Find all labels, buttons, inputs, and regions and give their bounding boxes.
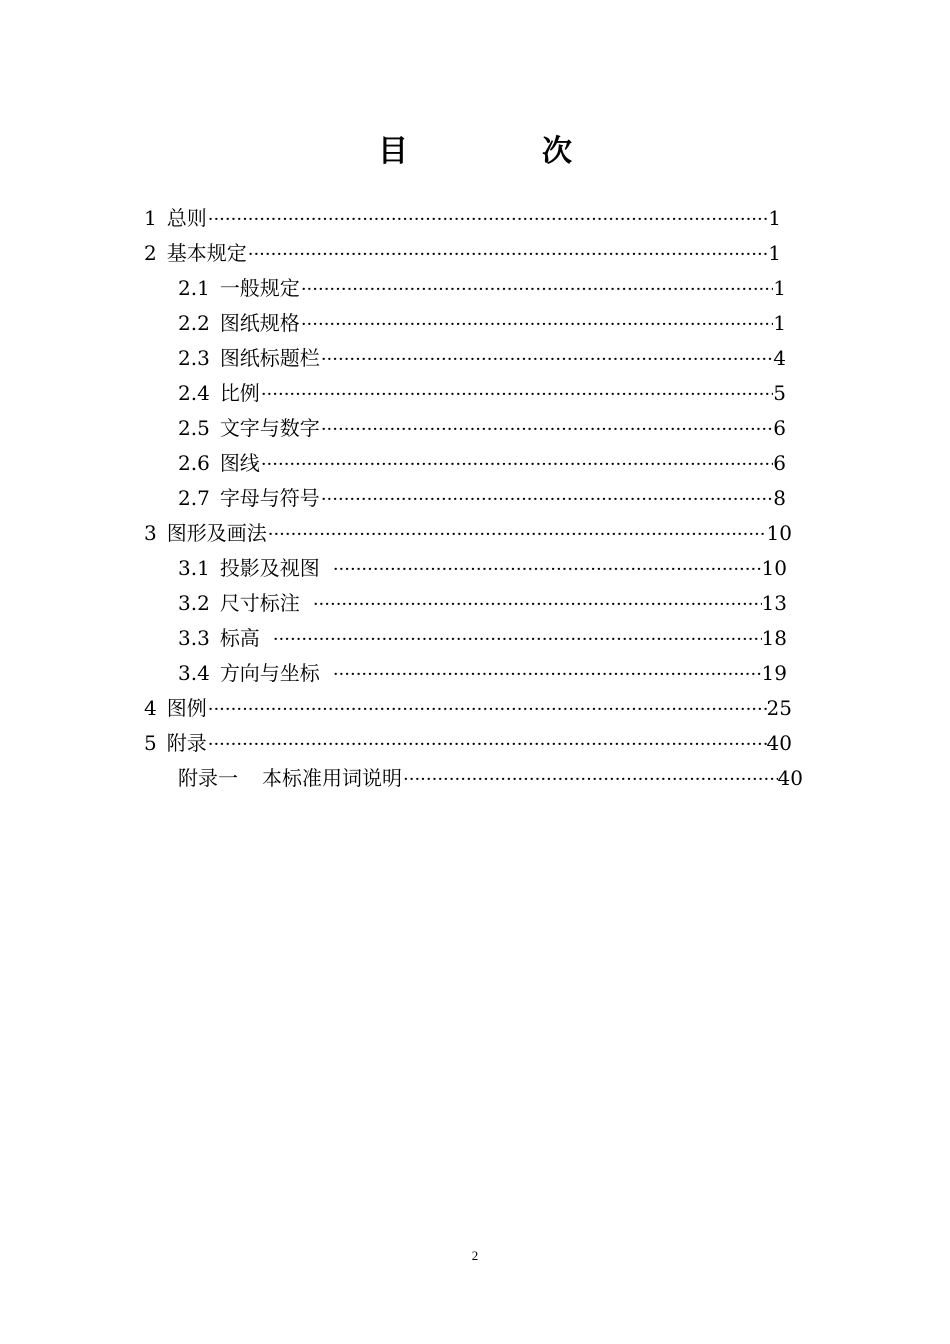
toc-entry-number: 1: [144, 206, 157, 230]
toc-entry-label: 本标准用词说明: [262, 766, 402, 790]
toc-entry-page: 40: [766, 731, 792, 755]
dot-leader: [320, 482, 773, 517]
dot-leader: [320, 342, 773, 377]
toc-entry-label: 一般规定: [219, 276, 300, 300]
toc-entry-label: 总则: [166, 206, 207, 230]
toc-entry-label: 字母与符号: [219, 486, 320, 510]
toc-entry-label: 基本规定: [166, 241, 247, 265]
toc-entry-label: 图纸规格: [219, 311, 300, 335]
dot-leader: [260, 447, 773, 482]
toc-entry[interactable]: [144, 201, 781, 236]
dot-leader: [207, 692, 767, 727]
toc-entry[interactable]: [178, 411, 786, 446]
toc-entry-page: 1: [773, 311, 786, 335]
toc-entry-number: 2.4: [178, 381, 210, 405]
toc-entry-label: 投影及视图: [219, 556, 320, 580]
dot-leader: [300, 272, 773, 307]
page-number: 2: [471, 1248, 479, 1263]
toc-entry-label: 图线: [219, 451, 260, 475]
toc-entry-page: 1: [773, 276, 786, 300]
toc-entry-number: 2: [144, 241, 157, 265]
toc-entry-number: 2.6: [178, 451, 210, 475]
toc-entry-number: 2.1: [178, 276, 210, 300]
toc-entry-page: 10: [766, 521, 792, 545]
dot-leader: [247, 237, 769, 272]
dot-leader: [300, 307, 773, 342]
toc-entry-number: 2.2: [178, 311, 210, 335]
dot-leader: [207, 202, 769, 237]
toc-title: 目 次: [378, 134, 624, 169]
toc-entry-label: 标高: [219, 626, 260, 650]
toc-entry[interactable]: [144, 516, 792, 551]
toc-entry-label: 方向与坐标: [219, 661, 320, 685]
toc-entry-number: 3.3: [178, 626, 210, 650]
toc-entry-label: 尺寸标注: [219, 591, 300, 615]
toc-entry[interactable]: [144, 726, 792, 761]
toc-entry-page: 6: [773, 416, 786, 440]
toc-entry-number: 3.2: [178, 591, 210, 615]
toc-entry[interactable]: [178, 481, 786, 516]
toc-entry[interactable]: [144, 236, 781, 271]
toc-entry-page: 40: [777, 766, 803, 790]
toc-entry-page: 18: [761, 626, 787, 650]
toc-entry[interactable]: [178, 376, 786, 411]
toc-entry-number: 3.1: [178, 556, 210, 580]
toc-entry-number: 附录一: [178, 766, 238, 790]
toc-entry-label: 图例: [166, 696, 207, 720]
toc-entry-number: 4: [144, 696, 157, 720]
toc-entry-page: 5: [773, 381, 786, 405]
toc-entry[interactable]: [178, 656, 787, 691]
toc-entry[interactable]: [178, 271, 786, 306]
toc-entry-number: 3: [144, 521, 157, 545]
toc-entry-page: 13: [761, 591, 787, 615]
toc-entry-number: 3.4: [178, 661, 210, 685]
toc-entry[interactable]: [178, 446, 786, 481]
toc-entry[interactable]: [178, 621, 787, 656]
dot-leader: [267, 517, 767, 552]
toc-entry-page: 4: [773, 346, 786, 370]
dot-leader: [312, 587, 762, 622]
dot-leader: [332, 657, 762, 692]
dot-leader: [332, 552, 762, 587]
toc-entry[interactable]: [178, 761, 803, 796]
toc-entry-page: 1: [768, 241, 781, 265]
dot-leader: [320, 412, 773, 447]
toc-entry[interactable]: [144, 691, 792, 726]
toc-entry-page: 6: [773, 451, 786, 475]
toc-entry-page: 19: [761, 661, 787, 685]
dot-leader: [272, 622, 762, 657]
dot-leader: [260, 377, 773, 412]
toc-entry[interactable]: [178, 551, 787, 586]
dot-leader: [402, 762, 778, 797]
toc-entry-page: 1: [768, 206, 781, 230]
toc-entry-label: 文字与数字: [219, 416, 320, 440]
toc-entry-number: 2.7: [178, 486, 210, 510]
toc-entry-number: 2.3: [178, 346, 210, 370]
toc-entry-page: 8: [773, 486, 786, 510]
toc-entry-label: 附录: [166, 731, 207, 755]
toc-entry-label: 比例: [219, 381, 260, 405]
toc-entry-label: 图纸标题栏: [219, 346, 320, 370]
toc-entry-number: 2.5: [178, 416, 210, 440]
toc-entry-label: 图形及画法: [166, 521, 267, 545]
toc-entry[interactable]: [178, 341, 786, 376]
toc-entry-page: 10: [761, 556, 787, 580]
dot-leader: [207, 727, 767, 762]
toc-entry[interactable]: [178, 306, 786, 341]
toc-entry[interactable]: [178, 586, 787, 621]
toc-entry-page: 25: [766, 696, 792, 720]
toc-entry-number: 5: [144, 731, 157, 755]
